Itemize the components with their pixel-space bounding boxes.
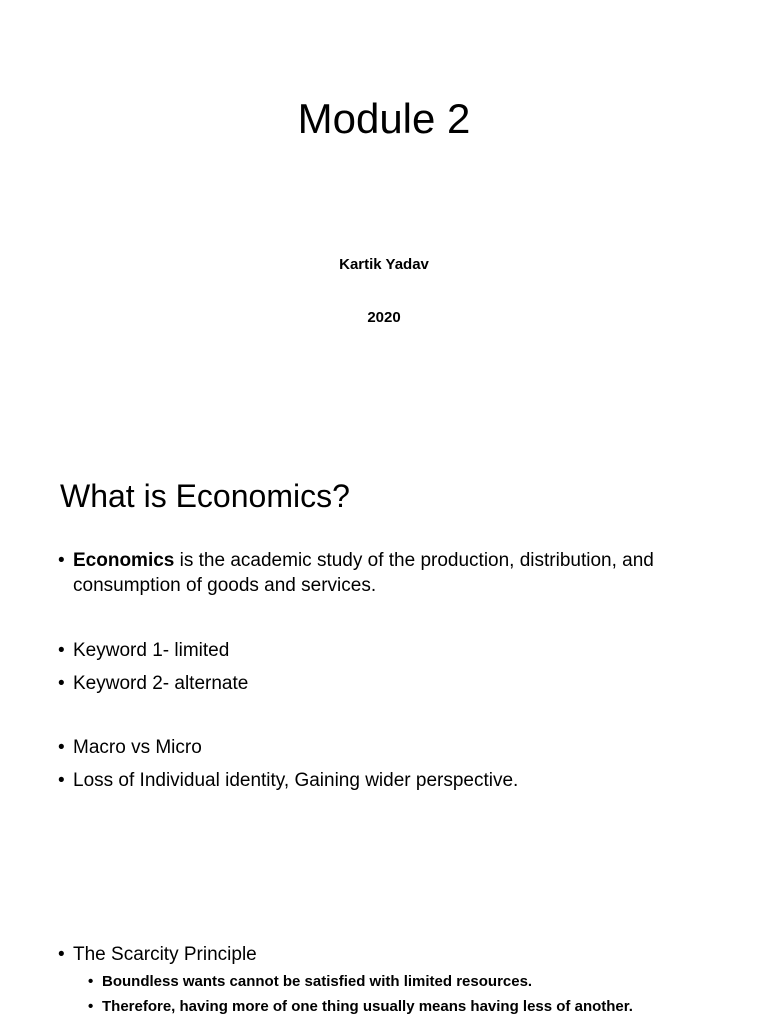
slide-title: Module 2 — [297, 95, 471, 142]
bullet-term: Economics — [73, 550, 175, 571]
year-label: 2020 — [367, 309, 401, 326]
content-slide — [0, 442, 768, 1024]
sub-bullet-tradeoff: • Therefore, having more of one thing usually means having less of another. — [88, 995, 732, 1019]
title-slide — [0, 0, 768, 442]
bullet-keyword-1: • Keyword 1- limited — [58, 638, 733, 663]
sub-bullet-boundless-wants: • Boundless wants cannot be satisfied with limited resources. — [88, 970, 732, 994]
bullet-definition-text: is the academic study of the production, distribution, and consumption of goods and services. — [73, 550, 654, 596]
bullet-economics-definition — [58, 548, 733, 598]
bullet-macro-micro: • Macro vs Micro — [58, 735, 733, 760]
slide-heading: What is Economics? — [60, 478, 350, 514]
bullet-individual-identity: • Loss of Individual identity, Gaining wider perspective. — [58, 768, 733, 793]
author-name: Kartik Yadav — [339, 256, 429, 273]
bullet-keyword-2: • Keyword 2- alternate — [58, 671, 733, 696]
bullet-scarcity-principle: • The Scarcity Principle — [58, 942, 733, 967]
